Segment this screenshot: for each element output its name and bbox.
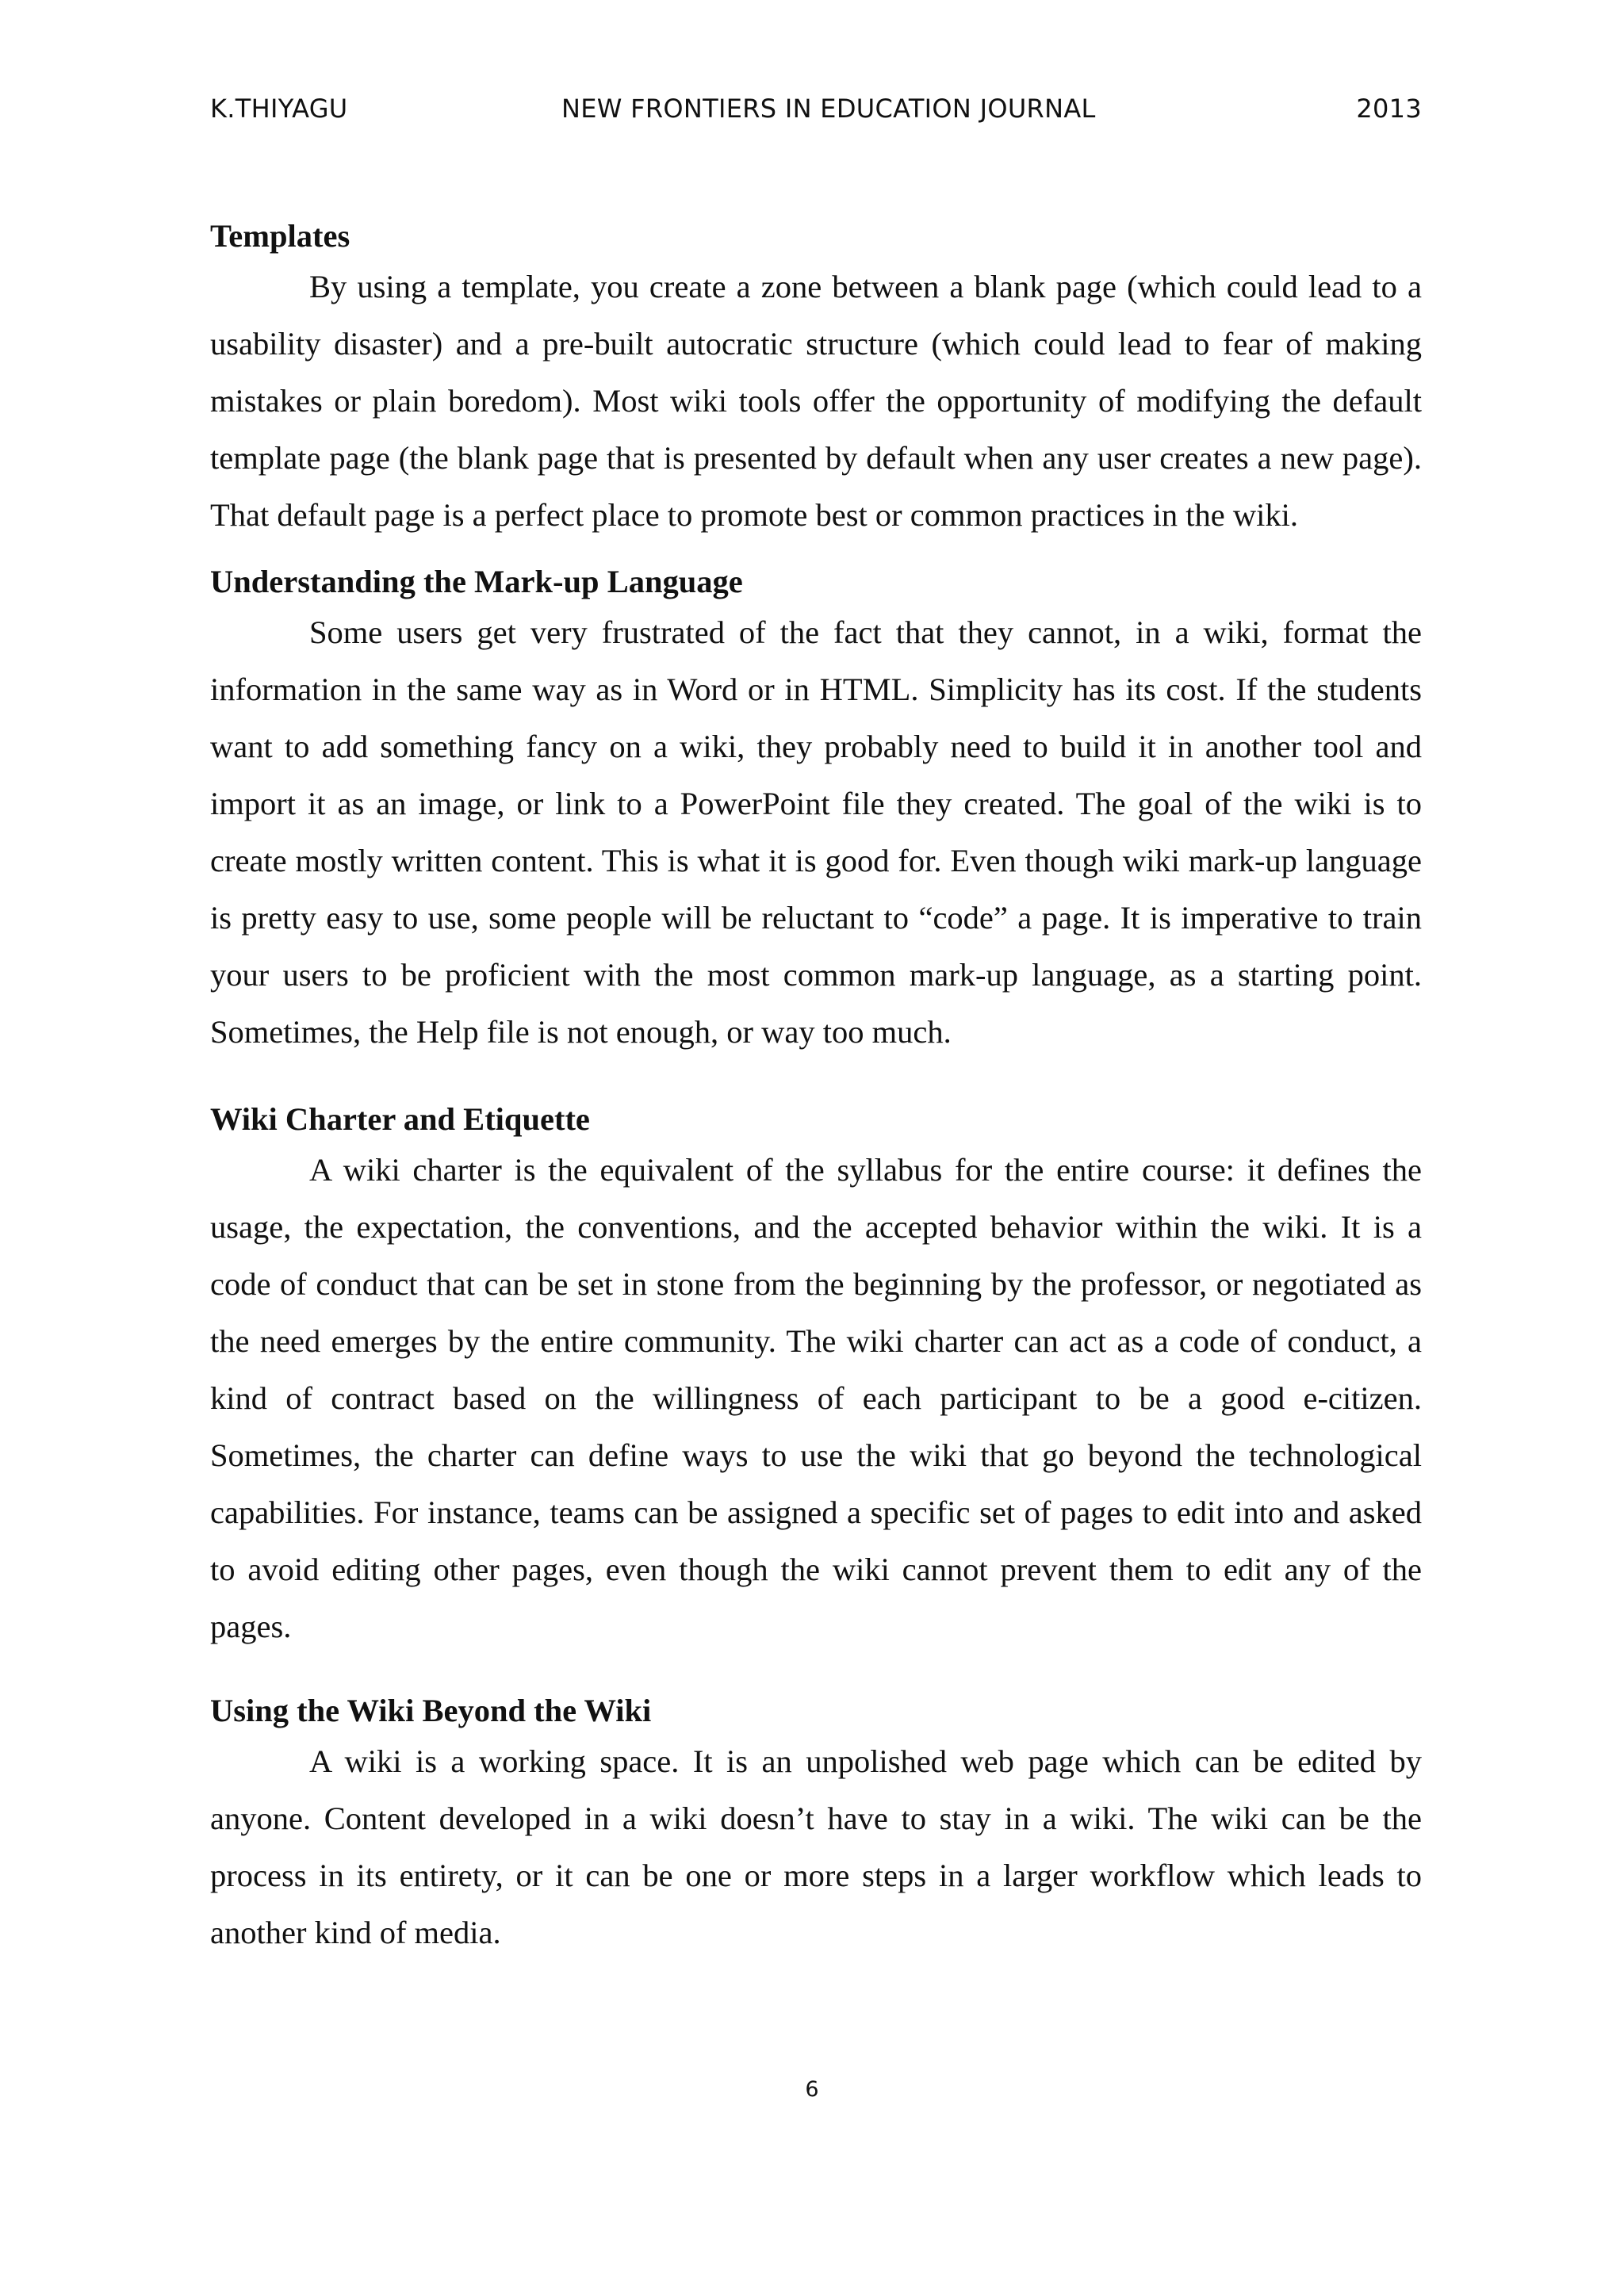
section-paragraph-markup-language: Some users get very frustrated of the fact that they cannot, in a wiki, format the information in the same way as in Word or in HTML. Simplicity has its cost. If the students want to add something fancy on a wiki, they probably need to build it in another tool and import it as an image, or link to a PowerPoint file they created. The goal of the wiki is to create mostly written content. This is what it is good for. Even though wiki mark-up language is pretty easy to use, some people will be reluctant to “code” a page. It is imperative to train your users to be proficient with the most common mark-up language, as a starting point. Sometimes, the Help file is not enough, or way too much. (210, 614, 1422, 1050)
running-header (210, 94, 1422, 141)
section-paragraph-wiki-charter: A wiki charter is the equivalent of the syllabus for the entire course: it defines the usage, the expectation, the conventions, and the accepted behavior within the wiki. It is a code of conduct that can be set in stone from the beginning by the professor, or negotiated as the need emerges by the entire community. The wiki charter can act as a code of conduct, a kind of contract based on the willingness of each participant to be a good e-citizen. Sometimes, the charter can define ways to use the wiki that go beyond the technological capabilities. For instance, teams can be assigned a specific set of pages to edit into and asked to avoid editing other pages, even though the wiki cannot prevent them to edit any of the pages. (210, 1152, 1422, 1644)
section-heading-wiki-charter: Wiki Charter and Etiquette (210, 1101, 590, 1137)
section-paragraph-templates: By using a template, you create a zone between a blank page (which could lead to a usability disaster) and a pre-built autocratic structure (which could lead to fear of making mistakes or plain boredom). Most wiki tools offer the opportunity of modifying the default template page (the blank page that is presented by default when any user creates a new page). That default page is a perfect place to promote best or common practices in the wiki. (210, 269, 1422, 533)
header-year: 2013 (1356, 94, 1422, 124)
section-paragraph-beyond-wiki: A wiki is a working space. It is an unpolished web page which can be edited by anyone. Content developed in a wiki doesn’t have to stay in a wiki. The wiki can be the process in its entirety, or it can be one or more steps in a larger workflow which leads to another kind of media. (210, 1743, 1422, 1950)
section-heading-markup-language: Understanding the Mark-up Language (210, 564, 743, 599)
header-journal-title: NEW FRONTIERS IN EDUCATION JOURNAL (561, 94, 1096, 124)
section-heading-beyond-wiki: Using the Wiki Beyond the Wiki (210, 1693, 652, 1728)
page-number: 6 (805, 2077, 819, 2102)
page-body (210, 214, 1422, 1961)
header-author: K.THIYAGU (210, 94, 348, 124)
section-heading-templates: Templates (210, 218, 350, 254)
